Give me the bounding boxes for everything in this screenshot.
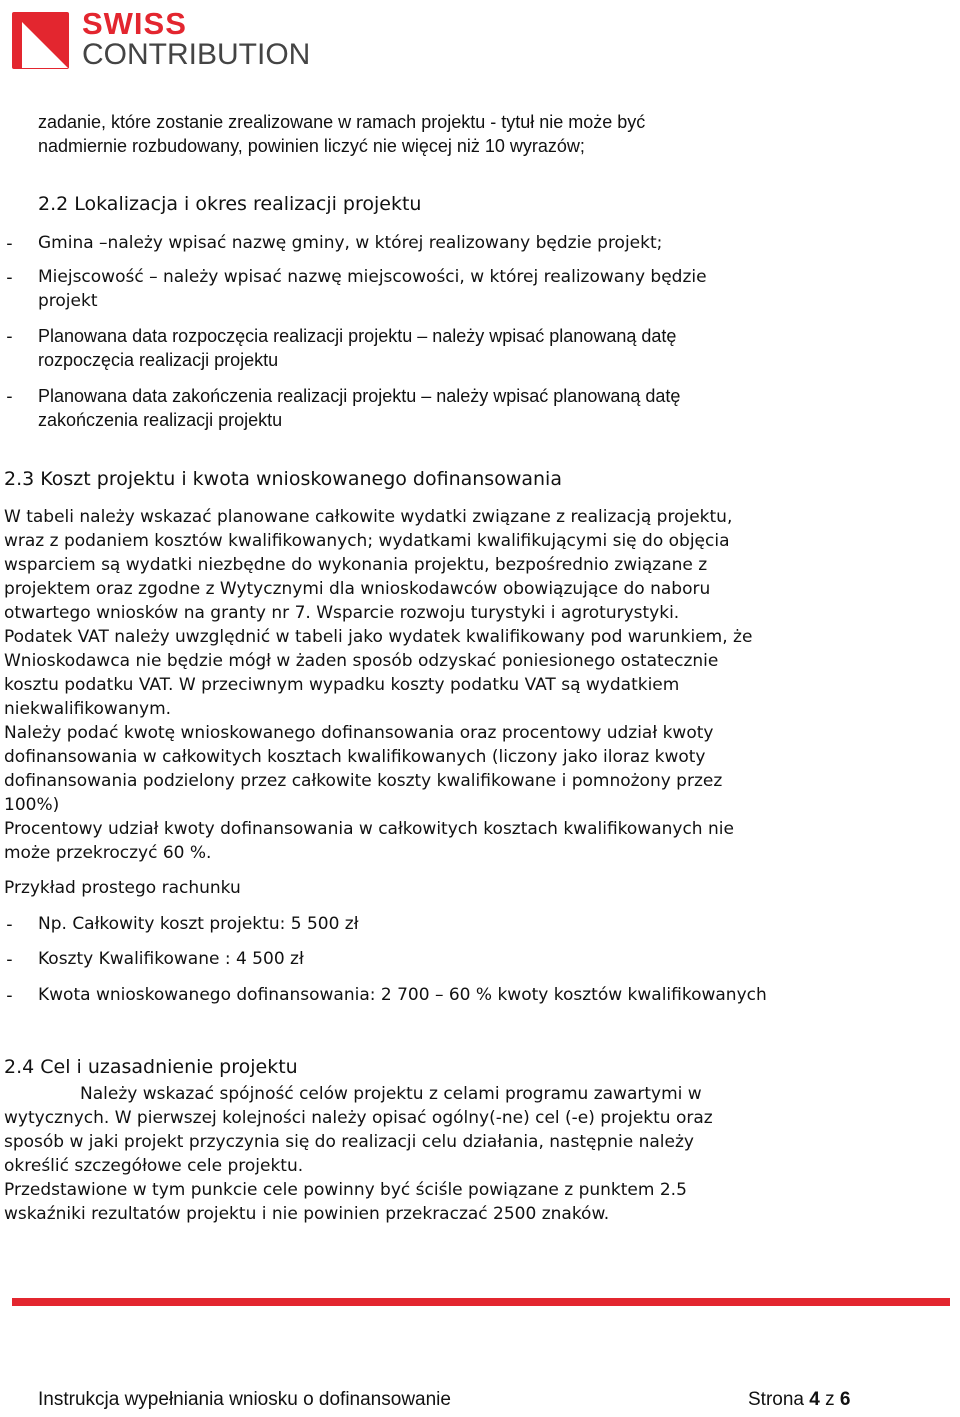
intro-line: nadmiernie rozbudowany, powinien liczyć nie więcej niż 10 wyrazów;: [38, 136, 585, 156]
paragraph-line: Wnioskodawca nie będzie mógł w żaden sposób odzyskać poniesionego ostatecznie: [4, 651, 719, 671]
section-2-4-heading: 2.4 Cel i uzasadnienie projektu: [4, 1056, 298, 1078]
paragraph-line: określić szczegółowe cele projektu.: [4, 1156, 304, 1176]
logo-mark-icon: [12, 12, 69, 69]
paragraph-line: sposób w jaki projekt przyczynia się do realizacji celu działania, następnie należy: [4, 1132, 694, 1152]
page-number: [748, 1389, 850, 1411]
paragraph-line: wsparciem są wydatki niezbędne do wykonania projektu, bezpośrednio związane z: [4, 555, 708, 575]
paragraph-line: dofinansowania w całkowitych kosztach kwalifikowanych (liczony jako iloraz kwoty: [4, 747, 706, 767]
paragraph-line: niekwalifikowanym.: [4, 699, 172, 719]
list-item-continuation: rozpoczęcia realizacji projektu: [38, 350, 279, 370]
list-bullet: -: [4, 326, 15, 347]
list-item: Gmina –należy wpisać nazwę gminy, w której realizowany będzie projekt;: [38, 233, 663, 253]
list-bullet: -: [4, 985, 15, 1006]
paragraph-line: Podatek VAT należy uwzględnić w tabeli jako wydatek kwalifikowany pod warunkiem, że: [4, 627, 753, 647]
paragraph-line: W tabeli należy wskazać planowane całkowite wydatki związane z realizacją projektu,: [4, 507, 733, 527]
list-item-continuation: projekt: [38, 291, 98, 311]
logo-text-swiss: SWISS: [82, 6, 187, 41]
page-sep: z: [825, 1389, 835, 1410]
list-item: Miejscowość – należy wpisać nazwę miejscowości, w której realizowany będzie: [38, 267, 707, 287]
paragraph-line: Należy podać kwotę wnioskowanego dofinansowania oraz procentowy udział kwoty: [4, 723, 714, 743]
example-item: Np. Całkowity koszt projektu: 5 500 zł: [38, 914, 359, 934]
list-bullet: -: [4, 386, 15, 407]
paragraph-line: 100%): [4, 795, 60, 815]
paragraph-line: wskaźniki rezultatów projektu i nie powinien przekraczać 2500 znaków.: [4, 1204, 610, 1224]
list-bullet: -: [4, 949, 15, 970]
example-label: Przykład prostego rachunku: [4, 878, 241, 898]
footer-title: Instrukcja wypełniania wniosku o dofinansowanie: [38, 1389, 451, 1410]
page-prefix: Strona: [748, 1389, 804, 1410]
list-item-continuation: zakończenia realizacji projektu: [38, 410, 283, 430]
page-current: 4: [809, 1389, 820, 1410]
paragraph-line: kosztu podatku VAT. W przeciwnym wypadku koszty podatku VAT są wydatkiem: [4, 675, 680, 695]
list-bullet: -: [4, 233, 15, 254]
list-item: Planowana data rozpoczęcia realizacji projektu – należy wpisać planowaną datę: [38, 326, 677, 346]
paragraph-line: może przekroczyć 60 %.: [4, 843, 212, 863]
list-bullet: -: [4, 267, 15, 288]
example-item: Kwota wnioskowanego dofinansowania: 2 700 – 60 % kwoty kosztów kwalifikowanych: [38, 985, 767, 1005]
paragraph-line: Procentowy udział kwoty dofinansowania w całkowitych kosztach kwalifikowanych nie: [4, 819, 734, 839]
section-2-3-heading: 2.3 Koszt projektu i kwota wnioskowanego dofinansowania: [4, 468, 562, 490]
intro-line: zadanie, które zostanie zrealizowane w ramach projektu - tytuł nie może być: [38, 112, 646, 132]
paragraph-line: dofinansowania podzielony przez całkowite koszty kwalifikowane i pomnożony przez: [4, 771, 723, 791]
paragraph-line: wytycznych. W pierwszej kolejności należy opisać ogólny(-ne) cel (-e) projektu oraz: [4, 1108, 713, 1128]
paragraph-line: projektem oraz zgodne z Wytycznymi dla wnioskodawców obowiązujące do naboru: [4, 579, 711, 599]
paragraph-line: Przedstawione w tym punkcie cele powinny być ściśle powiązane z punktem 2.5: [4, 1180, 687, 1200]
logo-text-contribution: CONTRIBUTION: [82, 38, 311, 71]
page-total: 6: [839, 1389, 851, 1410]
paragraph-line: wraz z podaniem kosztów kwalifikowanych; wydatkami kwalifikującymi się do objęcia: [4, 531, 730, 551]
section-2-2-heading: 2.2 Lokalizacja i okres realizacji projektu: [38, 193, 422, 215]
example-item: Koszty Kwalifikowane : 4 500 zł: [38, 949, 304, 969]
paragraph-line: Należy wskazać spójność celów projektu z celami programu zawartymi w: [80, 1084, 702, 1104]
list-item: Planowana data zakończenia realizacji projektu – należy wpisać planowaną datę: [38, 386, 681, 406]
paragraph-line: otwartego wniosków na granty nr 7. Wsparcie rozwoju turystyki i agroturystyki.: [4, 603, 680, 623]
footer-divider: [12, 1298, 950, 1306]
list-bullet: -: [4, 914, 15, 935]
